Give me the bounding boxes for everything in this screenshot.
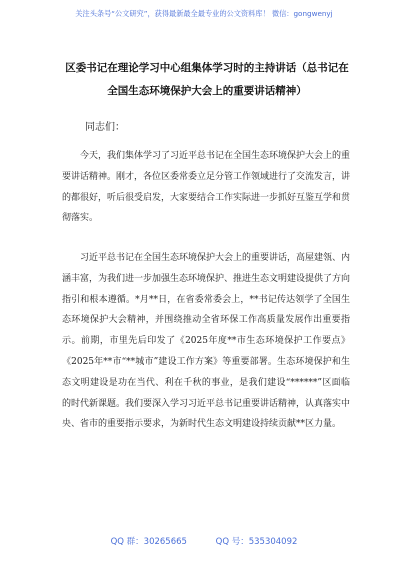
paragraph-1: 今天，我们集体学习了习近平总书记在全国生态环境保护大会上的重要讲话精神。刚才，各位区委常委立足分管工作领域进行了交流发言，讲的都很好，听后很受启发，大家要结合工作实际进一步抓好互鉴互学和贯彻落实。 <box>62 151 351 224</box>
top-banner: 关注头条号“公文研究”，获得最新最全最专业的公文资料库！ 微信：gongwenyj <box>75 9 333 18</box>
qq-number-text: QQ 号：535304092 <box>215 537 298 547</box>
paragraph-2: 习近平总书记在全国生态环境保护大会上的重要讲话，高屋建瓴、内涵丰富，为我们进一步加强生态环境保护、推进生态文明建设提供了方向指引和根本遵循。*月**日，在省委常委会上，**书记传达领学了全国生态环境保护大会精神，并围绕推动全省环保工作高质量发展作出重要指示。前期，市里先后印发了《2025年度**市生态环境保护工作要点》《2025年**市“**城市”建设工作方案》等重要部署。生态环境保护和生态文明建设是功在当代、利在千秋的事业，是我们建设“******”区面临的时代新课题。我们要深入学习习近平总书记重要讲话精神，认真落实中央、省市的重要指示要求，为新时代生态文明建设持续贡献**区力量。 <box>62 253 351 430</box>
qq-group-text: QQ 群：30265665 <box>110 537 187 547</box>
footer-contact <box>0 535 408 547</box>
document-title: 区委书记在理论学习中心组集体学习时的主持讲话（总书记在全国生态环境保护大会上的重要讲话精神） <box>65 62 349 97</box>
salutation: 同志们： <box>85 122 125 133</box>
